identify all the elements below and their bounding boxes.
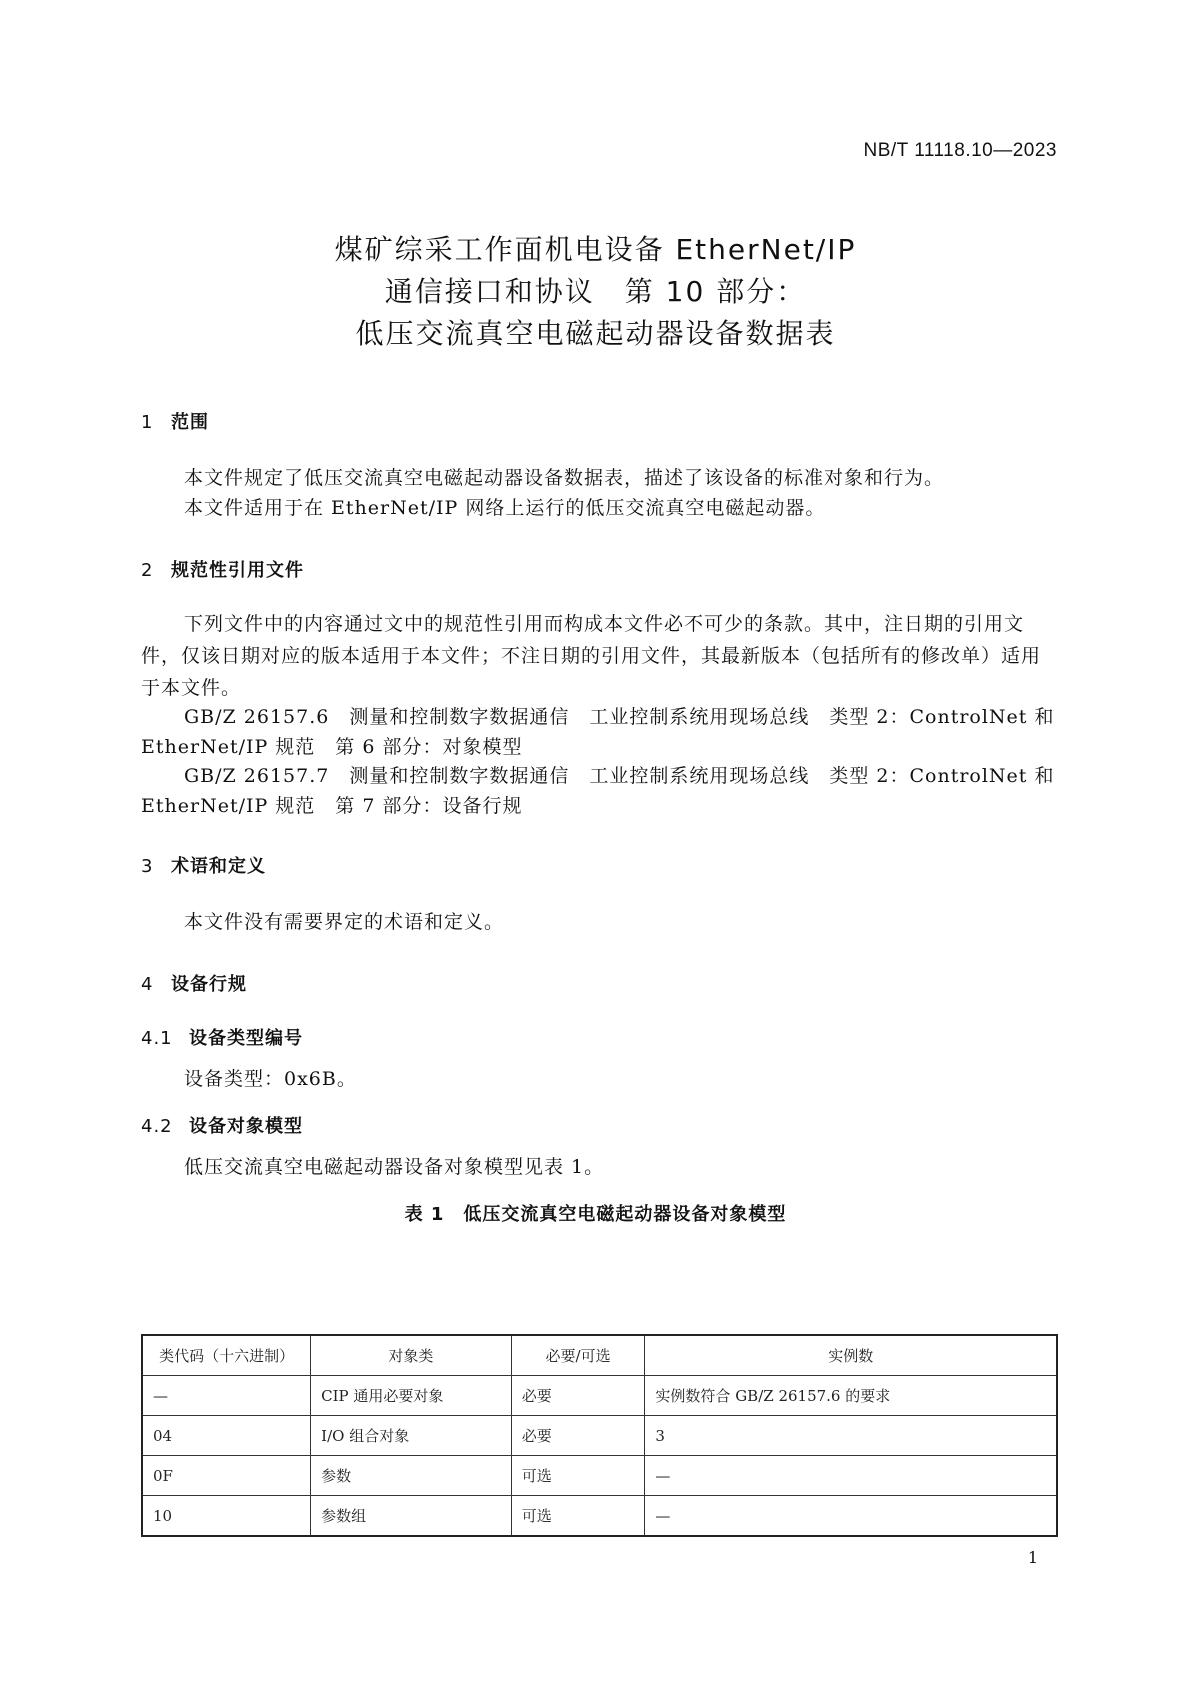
- reference-1-line-1: GB/Z 26157.6 测量和控制数字数据通信 工业控制系统用现场总线 类型 2：ControlNet 和: [184, 706, 1055, 728]
- paragraph: 下列文件中的内容通过文中的规范性引用而构成本文件必不可少的条款。其中，注日期的引用文件，仅该日期对应的版本适用于本文件；不注日期的引用文件，其最新版本（包括所有的修改单）适用于本文件。: [141, 613, 1042, 699]
- section-title: 规范性引用文件: [171, 560, 304, 581]
- cell-object-class: I/O 组合对象: [311, 1416, 512, 1456]
- section-4-2-heading: [141, 1112, 303, 1138]
- section-title: 设备对象模型: [189, 1116, 303, 1137]
- table-row: [142, 1376, 1057, 1416]
- paragraph: 本文件规定了低压交流真空电磁起动器设备数据表，描述了该设备的标准对象和行为。: [184, 467, 945, 489]
- object-model-table: [141, 1334, 1058, 1537]
- page-number: 1: [1027, 1548, 1038, 1567]
- header-instance-count: 实例数: [645, 1335, 1057, 1376]
- cell-class-code: —: [142, 1376, 311, 1416]
- cell-instance-count: 实例数符合 GB/Z 26157.6 的要求: [645, 1376, 1057, 1416]
- section-number: 3: [141, 856, 154, 877]
- table-row: [142, 1416, 1057, 1456]
- reference-2-line-2: EtherNet/IP 规范 第 7 部分：设备行规: [141, 795, 523, 817]
- cell-class-code: 0F: [142, 1456, 311, 1496]
- paragraph: 设备类型：0x6B。: [184, 1068, 357, 1090]
- section-1-heading: [141, 408, 209, 434]
- table-row: [142, 1496, 1057, 1537]
- cell-instance-count: 3: [645, 1416, 1057, 1456]
- header-class-code: 类代码（十六进制）: [142, 1335, 311, 1376]
- doc-title-line-1: 煤矿综采工作面机电设备 EtherNet/IP: [334, 233, 857, 266]
- section-number: 1: [141, 412, 154, 433]
- cell-required-optional: 可选: [511, 1496, 645, 1537]
- table-header-row: [142, 1335, 1057, 1376]
- cell-class-code: 04: [142, 1416, 311, 1456]
- paragraph: 低压交流真空电磁起动器设备对象模型见表 1。: [184, 1156, 605, 1178]
- cell-object-class: 参数组: [311, 1496, 512, 1537]
- section-title: 设备类型编号: [189, 1028, 303, 1049]
- section-title: 术语和定义: [171, 856, 266, 877]
- cell-instance-count: —: [645, 1456, 1057, 1496]
- paragraph: 本文件没有需要界定的术语和定义。: [184, 911, 505, 933]
- section-2-heading: [141, 556, 304, 582]
- cell-object-class: 参数: [311, 1456, 512, 1496]
- doc-title-line-2: 通信接口和协议 第 10 部分：: [384, 275, 807, 308]
- section-number: 4.1: [141, 1028, 173, 1049]
- standard-code: NB/T 11118.10—2023: [863, 140, 1057, 161]
- table-row: [142, 1456, 1057, 1496]
- doc-title-line-3: 低压交流真空电磁起动器设备数据表: [355, 317, 836, 350]
- paragraph: 本文件适用于在 EtherNet/IP 网络上运行的低压交流真空电磁起动器。: [184, 497, 826, 519]
- section-3-heading: [141, 852, 266, 878]
- cell-instance-count: —: [645, 1496, 1057, 1537]
- cell-required-optional: 必要: [511, 1416, 645, 1456]
- cell-required-optional: 必要: [511, 1376, 645, 1416]
- section-number: 4: [141, 974, 154, 995]
- reference-2-line-1: GB/Z 26157.7 测量和控制数字数据通信 工业控制系统用现场总线 类型 2：ControlNet 和: [184, 765, 1055, 787]
- section-number: 2: [141, 560, 154, 581]
- header-object-class: 对象类: [311, 1335, 512, 1376]
- reference-1-line-2: EtherNet/IP 规范 第 6 部分：对象模型: [141, 736, 523, 758]
- section-4-1-heading: [141, 1024, 303, 1050]
- cell-object-class: CIP 通用必要对象: [311, 1376, 512, 1416]
- section-title: 设备行规: [171, 974, 247, 995]
- table-caption: 表 1 低压交流真空电磁起动器设备对象模型: [404, 1204, 787, 1225]
- section-number: 4.2: [141, 1116, 173, 1137]
- cell-class-code: 10: [142, 1496, 311, 1537]
- header-required-optional: 必要/可选: [511, 1335, 645, 1376]
- cell-required-optional: 可选: [511, 1456, 645, 1496]
- section-title: 范围: [171, 412, 209, 433]
- section-4-heading: [141, 970, 247, 996]
